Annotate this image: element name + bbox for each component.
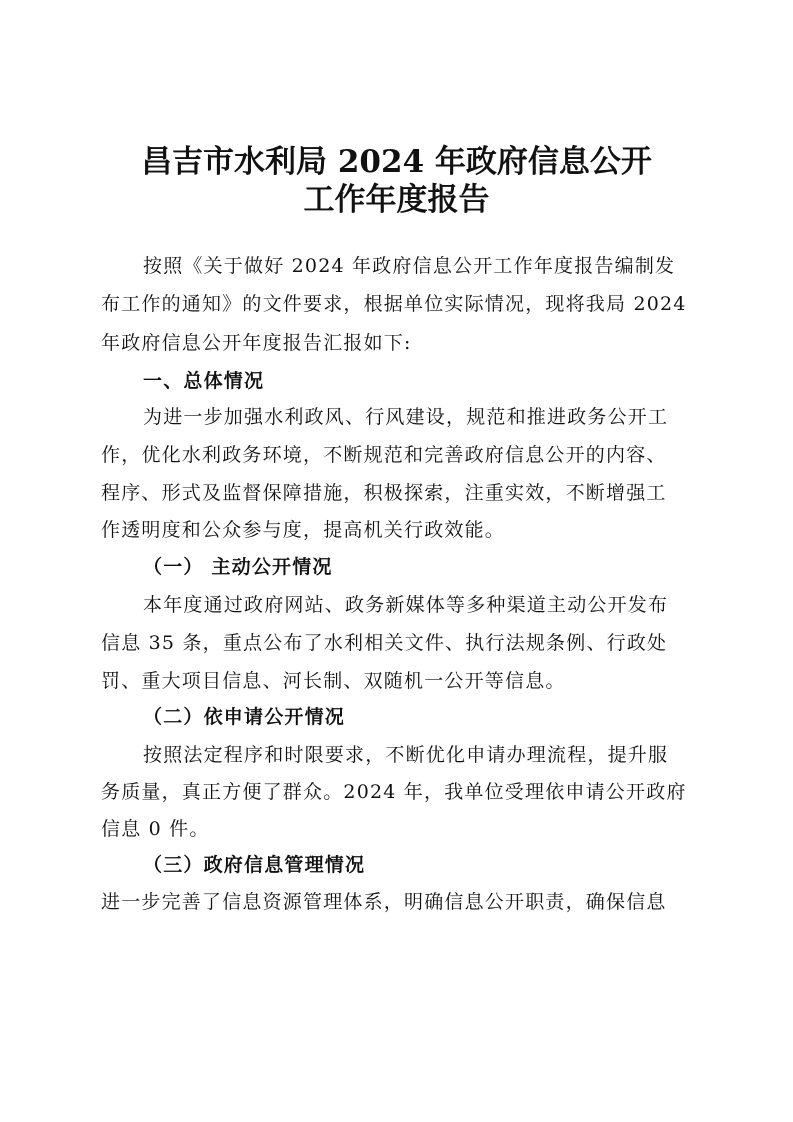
section1-line-2: 作，优化水利政务环境，不断规范和完善政府信息公开的内容、 bbox=[101, 444, 667, 466]
sub3-line-1: 进一步完善了信息资源管理体系，明确信息公开职责，确保信息 bbox=[101, 891, 667, 913]
intro-line-1: 按照《关于做好 2024 年政府信息公开工作年度报告编制发 bbox=[143, 255, 676, 277]
sub1-line-1: 本年度通过政府网站、政务新媒体等多种渠道主动公开发布 bbox=[143, 594, 669, 616]
sub2-line-1: 按照法定程序和时限要求，不断优化申请办理流程，提升服 bbox=[143, 744, 669, 766]
intro-line-2: 布工作的通知》的文件要求，根据单位实际情况，现将我局 2024 bbox=[101, 293, 687, 315]
section1-line-1: 为进一步加强水利政风、行风建设，规范和推进政务公开工 bbox=[143, 406, 669, 428]
sub1-line-3: 罚、重大项目信息、河长制、双随机一公开等信息。 bbox=[101, 670, 566, 692]
sub1-heading: （一） 主动公开情况 bbox=[143, 556, 333, 578]
sub2-line-2: 务质量，真正方便了群众。2024 年，我单位受理依申请公开政府 bbox=[101, 781, 687, 803]
section1-heading: 一、总体情况 bbox=[143, 370, 265, 392]
document-title-line2: 工作年度报告 bbox=[303, 182, 490, 218]
intro-line-3: 年政府信息公开年度报告汇报如下: bbox=[101, 332, 412, 354]
sub1-line-2: 信息 35 条，重点公布了水利相关文件、执行法规条例、行政处 bbox=[101, 632, 668, 654]
sub3-heading: （三）政府信息管理情况 bbox=[143, 854, 366, 876]
document-title-line1: 昌吉市水利局 2024 年政府信息公开 bbox=[141, 144, 652, 180]
sub2-line-3: 信息 0 件。 bbox=[101, 818, 210, 840]
section1-line-3: 程序、形式及监督保障措施，积极探索，注重实效，不断增强工 bbox=[101, 482, 667, 504]
sub2-heading: （二）依申请公开情况 bbox=[143, 706, 346, 728]
section1-line-4: 作透明度和公众参与度，提高机关行政效能。 bbox=[101, 519, 506, 541]
